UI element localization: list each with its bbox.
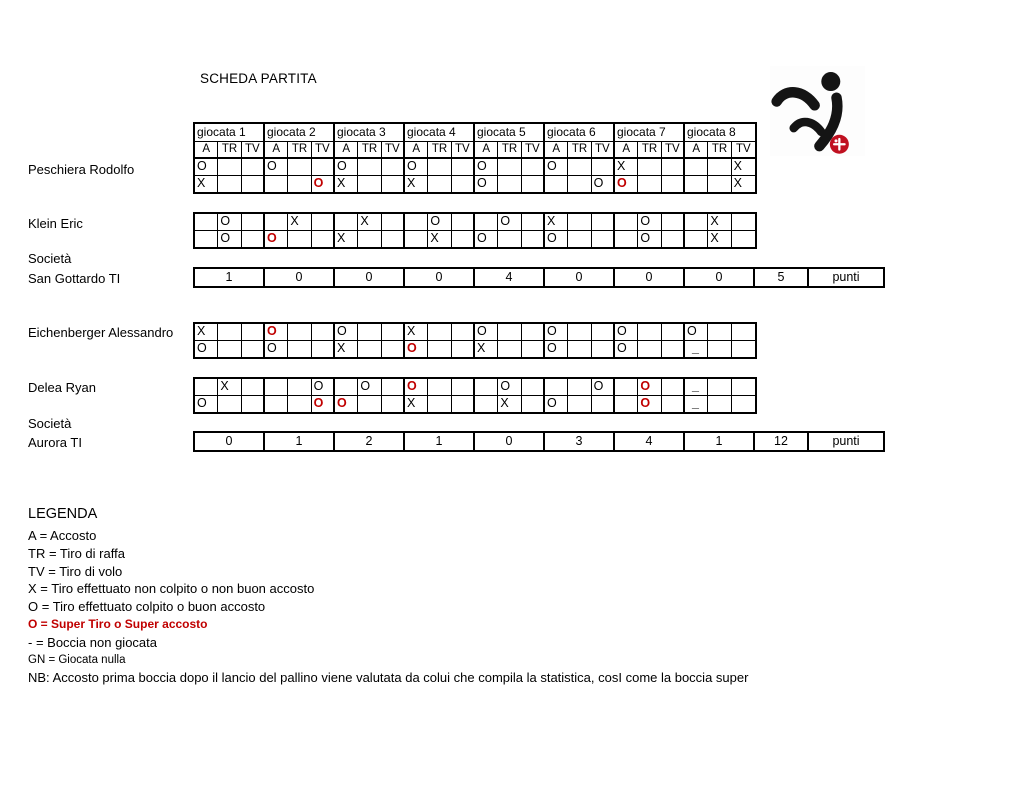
- mark-cell: [522, 324, 545, 340]
- mark-cell: [452, 214, 475, 230]
- shot-type-cell: A: [545, 142, 568, 157]
- mark-cell: X: [288, 214, 311, 230]
- giocata-points-cell: 4: [475, 269, 545, 286]
- mark-cell: O: [498, 214, 521, 230]
- mark-row: [195, 379, 755, 395]
- mark-cell: [662, 324, 685, 340]
- legend-line: O = Super Tiro o Super accosto: [28, 616, 208, 631]
- mark-cell: [732, 396, 755, 412]
- mark-cell: [265, 379, 288, 395]
- mark-cell: [708, 341, 731, 357]
- mark-cell: [732, 214, 755, 230]
- mark-cell: [288, 341, 311, 357]
- mark-cell: O: [195, 396, 218, 412]
- mark-cell: O: [545, 231, 568, 247]
- giocata-header-cell: giocata 7: [615, 124, 685, 141]
- mark-cell: X: [335, 231, 358, 247]
- giocata-header-cell: giocata 1: [195, 124, 265, 141]
- mark-row: [195, 340, 755, 357]
- mark-cell: [218, 324, 241, 340]
- mark-cell: O: [475, 231, 498, 247]
- mark-cell: O: [312, 396, 335, 412]
- shot-type-cell: A: [335, 142, 358, 157]
- mark-cell: [522, 379, 545, 395]
- mark-cell: [358, 231, 381, 247]
- mark-cell: O: [498, 379, 521, 395]
- shot-type-cell: A: [195, 142, 218, 157]
- mark-cell: [218, 176, 241, 192]
- mark-cell: O: [312, 176, 335, 192]
- mark-cell: [242, 214, 265, 230]
- mark-cell: O: [475, 176, 498, 192]
- society-label-1: Società: [28, 251, 72, 266]
- mark-cell: [242, 379, 265, 395]
- mark-cell: [545, 176, 568, 192]
- shot-type-cell: TR: [218, 142, 241, 157]
- mark-row: [195, 230, 755, 247]
- mark-cell: [615, 231, 638, 247]
- shot-type-cell: TV: [452, 142, 475, 157]
- mark-cell: [288, 231, 311, 247]
- mark-cell: [452, 231, 475, 247]
- mark-cell: [405, 214, 428, 230]
- legend-line: A = Accosto: [28, 528, 97, 543]
- legend-line: TR = Tiro di raffa: [28, 545, 125, 561]
- mark-cell: O: [312, 379, 335, 395]
- points-row-aurora: [193, 431, 885, 452]
- mark-cell: [428, 379, 451, 395]
- player-name-klein: Klein Eric: [28, 216, 83, 231]
- mark-cell: [242, 396, 265, 412]
- mark-cell: [218, 341, 241, 357]
- mark-cell: [335, 214, 358, 230]
- mark-cell: O: [218, 231, 241, 247]
- mark-cell: [452, 324, 475, 340]
- mark-cell: [568, 324, 591, 340]
- mark-cell: [568, 341, 591, 357]
- mark-cell: O: [615, 176, 638, 192]
- mark-cell: [242, 324, 265, 340]
- mark-cell: O: [405, 341, 428, 357]
- mark-cell: [288, 379, 311, 395]
- giocata-points-cell: 4: [615, 433, 685, 450]
- mark-cell: [592, 231, 615, 247]
- giocata-points-cell: 0: [475, 433, 545, 450]
- mark-cell: [708, 159, 731, 175]
- mark-cell: [428, 159, 451, 175]
- mark-cell: [522, 231, 545, 247]
- mark-cell: [382, 324, 405, 340]
- mark-cell: X: [335, 176, 358, 192]
- mark-cell: O: [592, 176, 615, 192]
- mark-cell: X: [475, 341, 498, 357]
- giocata-header-cell: giocata 4: [405, 124, 475, 141]
- shot-type-cell: A: [475, 142, 498, 157]
- mark-cell: O: [545, 324, 568, 340]
- mark-cell: [522, 176, 545, 192]
- mark-cell: [638, 324, 661, 340]
- mark-cell: [288, 324, 311, 340]
- giocata-points-cell: 0: [335, 269, 405, 286]
- mark-cell: O: [592, 379, 615, 395]
- giocata-points-cell: 0: [685, 269, 755, 286]
- points-total-cell: 5: [755, 269, 809, 286]
- mark-cell: X: [733, 176, 742, 190]
- mark-cell: [498, 324, 521, 340]
- mark-cell: [405, 231, 428, 247]
- mark-cell: [382, 231, 405, 247]
- player-name-peschiera: Peschiera Rodolfo: [28, 162, 135, 177]
- mark-row: [195, 395, 755, 412]
- giocata-points-cell: 0: [265, 269, 335, 286]
- mark-row: [195, 214, 755, 230]
- mark-cell: [708, 396, 731, 412]
- mark-cell: [312, 324, 335, 340]
- giocata-points-cell: 0: [545, 269, 615, 286]
- mark-cell: [452, 341, 475, 357]
- mark-cell: [382, 379, 405, 395]
- mark-cell: [708, 176, 731, 192]
- mark-cell: [195, 231, 218, 247]
- mark-cell: [452, 396, 475, 412]
- legend-line: NB: Accosto prima boccia dopo il lancio del pallino viene valutata da colui che compila la statistica, cosI come la boccia super: [28, 670, 749, 686]
- mark-cell: X: [733, 159, 742, 173]
- mark-cell: [428, 176, 451, 192]
- mark-cell: [615, 214, 638, 230]
- legend-line: X = Tiro effettuato non colpito o non buon accosto: [28, 581, 315, 597]
- mark-cell: O: [615, 324, 638, 340]
- mark-cell: [638, 176, 661, 192]
- giocata-header-cell: giocata 6: [545, 124, 615, 141]
- marks-table-eichenberger: [193, 322, 757, 359]
- legend-line: O = Tiro effettuato colpito o buon accosto: [28, 599, 266, 615]
- mark-cell: O: [335, 159, 358, 175]
- mark-cell: O: [405, 159, 428, 175]
- mark-cell: [662, 231, 685, 247]
- mark-cell: _: [685, 341, 708, 357]
- mark-cell: [732, 324, 755, 340]
- mark-cell: [358, 341, 381, 357]
- shot-type-cell: TV: [312, 142, 335, 157]
- mark-cell: O: [638, 214, 661, 230]
- mark-cell: O: [615, 341, 638, 357]
- mark-cell: O: [638, 396, 661, 412]
- mark-cell: [498, 176, 521, 192]
- legend: [28, 506, 748, 687]
- points-total-cell: 12: [755, 433, 809, 450]
- mark-cell: [662, 159, 685, 175]
- mark-cell: [662, 341, 685, 357]
- mark-cell: O: [265, 341, 288, 357]
- mark-cell: [382, 214, 405, 230]
- legend-line: TV = Tiro di volo: [28, 563, 123, 579]
- mark-cell: [335, 379, 358, 395]
- mark-cell: [382, 176, 405, 192]
- mark-cell: [288, 396, 311, 412]
- mark-row: [195, 175, 755, 192]
- mark-cell: [685, 159, 708, 175]
- giocata-header-cell: giocata 3: [335, 124, 405, 141]
- shot-type-cell: TR: [568, 142, 591, 157]
- mark-cell: [522, 214, 545, 230]
- shot-type-cell: TR: [358, 142, 381, 157]
- shot-type-cell: TV: [242, 142, 265, 157]
- mark-cell: [288, 159, 311, 175]
- society-label-2: Società: [28, 416, 72, 431]
- shot-type-cell: TR: [428, 142, 451, 157]
- mark-cell: O: [545, 341, 568, 357]
- mark-cell: X: [708, 214, 731, 230]
- points-label-cell: punti: [832, 434, 860, 448]
- giocata-points-cell: 1: [195, 269, 265, 286]
- mark-cell: O: [195, 341, 218, 357]
- mark-cell: O: [405, 379, 428, 395]
- mark-cell: [685, 231, 708, 247]
- points-label-cell: punti: [832, 270, 860, 284]
- mark-cell: [568, 231, 591, 247]
- mark-cell: [638, 341, 661, 357]
- mark-cell: X: [405, 176, 428, 192]
- giocata-header-cell: giocata 8: [687, 125, 736, 139]
- bocce-player-pictogram: [770, 66, 865, 156]
- mark-cell: [312, 214, 335, 230]
- mark-cell: O: [195, 159, 218, 175]
- mark-cell: [615, 396, 638, 412]
- player-name-delea: Delea Ryan: [28, 380, 96, 395]
- mark-cell: [662, 176, 685, 192]
- marks-table-peschiera: [193, 122, 757, 194]
- giocata-header-row: [195, 124, 755, 142]
- mark-row: [195, 324, 755, 340]
- mark-cell: O: [218, 214, 241, 230]
- mark-cell: [568, 214, 591, 230]
- shot-type-cell: TR: [638, 142, 661, 157]
- mark-cell: [428, 324, 451, 340]
- mark-cell: [218, 159, 241, 175]
- mark-cell: [592, 341, 615, 357]
- shot-type-cell: A: [615, 142, 638, 157]
- giocata-points-cell: 1: [685, 433, 755, 450]
- mark-cell: [568, 159, 591, 175]
- mark-cell: [265, 176, 288, 192]
- giocata-points-cell: 0: [615, 269, 685, 286]
- shot-type-cell: TV: [735, 143, 751, 155]
- mark-cell: [475, 379, 498, 395]
- mark-cell: [242, 176, 265, 192]
- society-name-san-gottardo: San Gottardo TI: [28, 271, 121, 286]
- mark-cell: [638, 159, 661, 175]
- mark-cell: O: [685, 324, 708, 340]
- mark-cell: [452, 379, 475, 395]
- mark-cell: O: [545, 159, 568, 175]
- mark-cell: [428, 396, 451, 412]
- shot-type-header-row: [195, 142, 755, 159]
- giocata-points-cell: 1: [265, 433, 335, 450]
- mark-cell: [592, 396, 615, 412]
- page-title: SCHEDA PARTITA: [200, 71, 317, 86]
- mark-cell: X: [195, 176, 218, 192]
- legend-line: GN = Giocata nulla: [28, 653, 126, 666]
- mark-cell: [358, 324, 381, 340]
- mark-cell: X: [405, 324, 428, 340]
- points-row-san-gottardo: [193, 267, 885, 288]
- society-name-aurora: Aurora TI: [28, 435, 82, 450]
- mark-cell: [242, 341, 265, 357]
- giocata-points-cell: 0: [405, 269, 475, 286]
- marks-table-klein: [193, 212, 757, 249]
- shot-type-cell: TR: [708, 142, 731, 157]
- mark-cell: O: [265, 324, 288, 340]
- mark-cell: [288, 176, 311, 192]
- mark-cell: [428, 341, 451, 357]
- giocata-points-cell: 2: [335, 433, 405, 450]
- mark-cell: [685, 176, 708, 192]
- marks-table-delea: [193, 377, 757, 414]
- mark-cell: [592, 214, 615, 230]
- mark-cell: O: [638, 231, 661, 247]
- legend-lines: [28, 527, 748, 687]
- mark-cell: [662, 379, 685, 395]
- mark-cell: O: [265, 159, 288, 175]
- mark-cell: [218, 396, 241, 412]
- mark-cell: [568, 176, 591, 192]
- mark-cell: [382, 341, 405, 357]
- mark-cell: [242, 231, 265, 247]
- mark-cell: O: [475, 159, 498, 175]
- mark-cell: [592, 324, 615, 340]
- mark-cell: [358, 159, 381, 175]
- mark-cell: O: [265, 231, 288, 247]
- mark-cell: X: [498, 396, 521, 412]
- mark-cell: [708, 379, 731, 395]
- mark-cell: [382, 159, 405, 175]
- mark-cell: [452, 176, 475, 192]
- mark-cell: [592, 159, 615, 175]
- mark-cell: [312, 341, 335, 357]
- mark-cell: [242, 159, 265, 175]
- legend-heading: LEGENDA: [28, 506, 98, 522]
- mark-cell: O: [428, 214, 451, 230]
- mark-cell: [195, 214, 218, 230]
- mark-cell: O: [545, 396, 568, 412]
- mark-cell: [498, 341, 521, 357]
- giocata-header-cell: giocata 2: [265, 124, 335, 141]
- mark-cell: [475, 214, 498, 230]
- mark-cell: X: [615, 159, 638, 175]
- mark-cell: X: [428, 231, 451, 247]
- mark-cell: [685, 214, 708, 230]
- mark-cell: _: [685, 396, 708, 412]
- mark-cell: [615, 379, 638, 395]
- mark-cell: [545, 379, 568, 395]
- mark-cell: [452, 159, 475, 175]
- mark-cell: [708, 324, 731, 340]
- shot-type-cell: A: [265, 142, 288, 157]
- mark-cell: _: [685, 379, 708, 395]
- mark-cell: [662, 396, 685, 412]
- legend-line: - = Boccia non giocata: [28, 634, 157, 650]
- mark-cell: X: [405, 396, 428, 412]
- mark-cell: [265, 214, 288, 230]
- shot-type-cell: TV: [592, 142, 615, 157]
- mark-cell: O: [335, 396, 358, 412]
- mark-cell: X: [545, 214, 568, 230]
- mark-cell: X: [195, 324, 218, 340]
- shot-type-cell: TV: [522, 142, 545, 157]
- mark-cell: [498, 159, 521, 175]
- mark-cell: [475, 396, 498, 412]
- mark-cell: [568, 379, 591, 395]
- mark-cell: O: [358, 379, 381, 395]
- mark-cell: [522, 396, 545, 412]
- giocata-points-cell: 0: [195, 433, 265, 450]
- bocce-player-icon: [770, 66, 865, 156]
- mark-cell: [732, 379, 755, 395]
- mark-cell: [498, 231, 521, 247]
- mark-cell: [568, 396, 591, 412]
- mark-cell: X: [218, 379, 241, 395]
- mark-cell: [265, 396, 288, 412]
- mark-cell: X: [708, 231, 731, 247]
- mark-cell: [522, 159, 545, 175]
- mark-cell: [358, 176, 381, 192]
- mark-cell: [382, 396, 405, 412]
- mark-cell: [662, 214, 685, 230]
- giocata-points-cell: 3: [545, 433, 615, 450]
- mark-cell: O: [335, 324, 358, 340]
- shot-type-cell: TV: [662, 142, 685, 157]
- mark-cell: O: [638, 379, 661, 395]
- mark-cell: [732, 341, 755, 357]
- mark-cell: X: [335, 341, 358, 357]
- shot-type-cell: A: [685, 142, 708, 157]
- mark-row: [195, 159, 755, 175]
- mark-cell: [195, 379, 218, 395]
- mark-cell: [732, 231, 755, 247]
- mark-cell: [312, 231, 335, 247]
- mark-cell: [312, 159, 335, 175]
- player-name-eichenberger: Eichenberger Alessandro: [28, 325, 174, 340]
- mark-cell: O: [475, 324, 498, 340]
- shot-type-cell: TR: [288, 142, 311, 157]
- shot-type-cell: TR: [498, 142, 521, 157]
- giocata-points-cell: 1: [405, 433, 475, 450]
- shot-type-cell: A: [405, 142, 428, 157]
- shot-type-cell: TV: [382, 142, 405, 157]
- mark-cell: X: [358, 214, 381, 230]
- giocata-header-cell: giocata 5: [475, 124, 545, 141]
- mark-cell: [358, 396, 381, 412]
- mark-cell: [522, 341, 545, 357]
